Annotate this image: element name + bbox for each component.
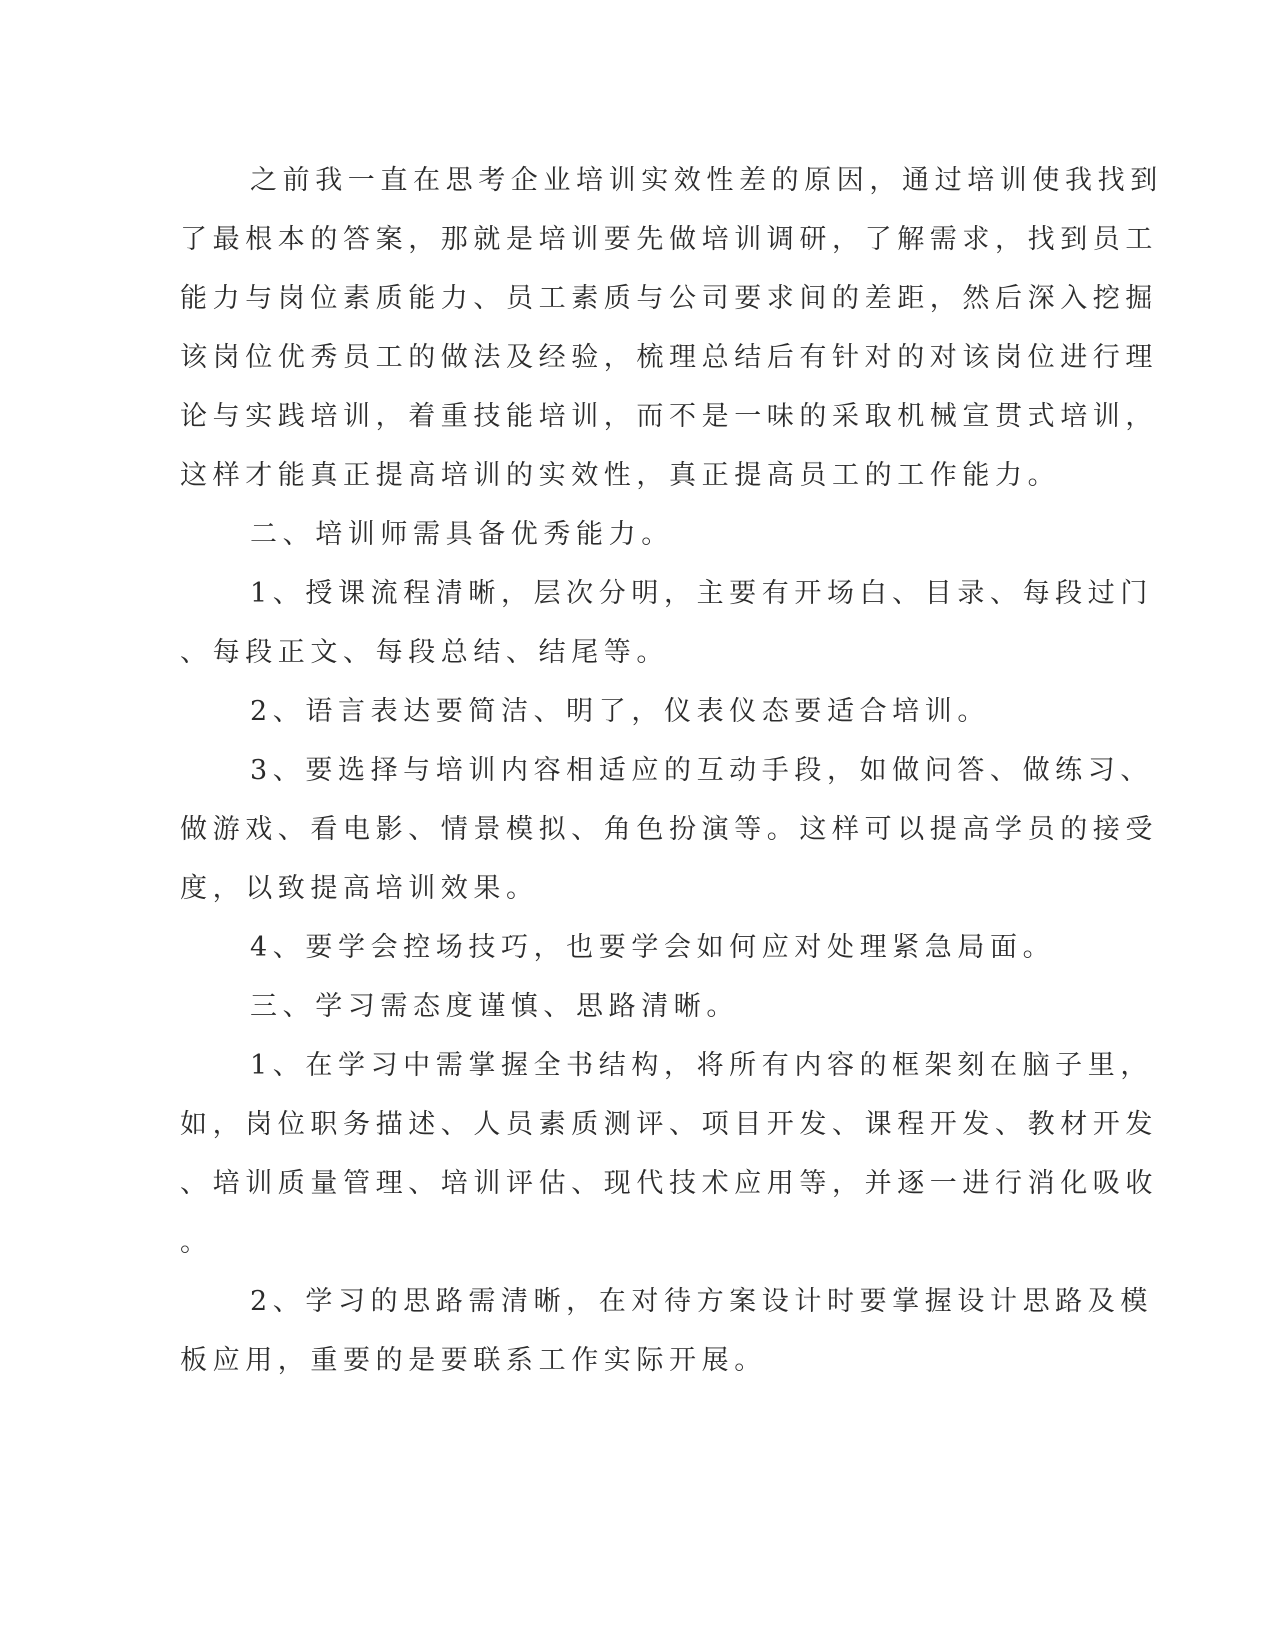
text-line: 、培训质量管理、培训评估、现代技术应用等，并逐一进行消化吸收 — [180, 1168, 1158, 1199]
text-line: 、每段正文、每段总结、结尾等。 — [180, 637, 669, 668]
text-line: 论与实践培训，着重技能培训，而不是一味的采取机械宣贯式培训， — [180, 401, 1158, 432]
text-line: 了最根本的答案，那就是培训要先做培训调研，了解需求，找到员工 — [180, 224, 1158, 255]
text-line: 1、授课流程清晰，层次分明，主要有开场白、目录、每段过门 — [250, 578, 1153, 609]
text-line: 做游戏、看电影、情景模拟、角色扮演等。这样可以提高学员的接受 — [180, 814, 1158, 845]
text-line: 2、学习的思路需清晰，在对待方案设计时要掌握设计思路及模 — [250, 1286, 1153, 1317]
section-heading: 三、学习需态度谨慎、思路清晰。 — [250, 991, 739, 1022]
text-line: 。 — [180, 1227, 213, 1258]
text-line: 2、语言表达要简洁、明了，仪表仪态要适合培训。 — [250, 696, 990, 727]
text-line: 度，以致提高培训效果。 — [180, 873, 539, 904]
text-line: 4、要学会控场技巧，也要学会如何应对处理紧急局面。 — [250, 932, 1056, 963]
text-line: 1、在学习中需掌握全书结构，将所有内容的框架刻在脑子里， — [250, 1050, 1153, 1081]
text-line: 这样才能真正提高培训的实效性，真正提高员工的工作能力。 — [180, 460, 1061, 491]
text-line: 该岗位优秀员工的做法及经验，梳理总结后有针对的对该岗位进行理 — [180, 342, 1158, 373]
text-line: 板应用，重要的是要联系工作实际开展。 — [180, 1345, 767, 1376]
text-line: 3、要选择与培训内容相适应的互动手段，如做问答、做练习、 — [250, 755, 1153, 786]
text-line: 能力与岗位素质能力、员工素质与公司要求间的差距，然后深入挖掘 — [180, 283, 1158, 314]
text-line: 之前我一直在思考企业培训实效性差的原因，通过培训使我找到 — [250, 165, 1163, 196]
section-heading: 二、培训师需具备优秀能力。 — [250, 519, 674, 550]
text-line: 如，岗位职务描述、人员素质测评、项目开发、课程开发、教材开发 — [180, 1109, 1158, 1140]
